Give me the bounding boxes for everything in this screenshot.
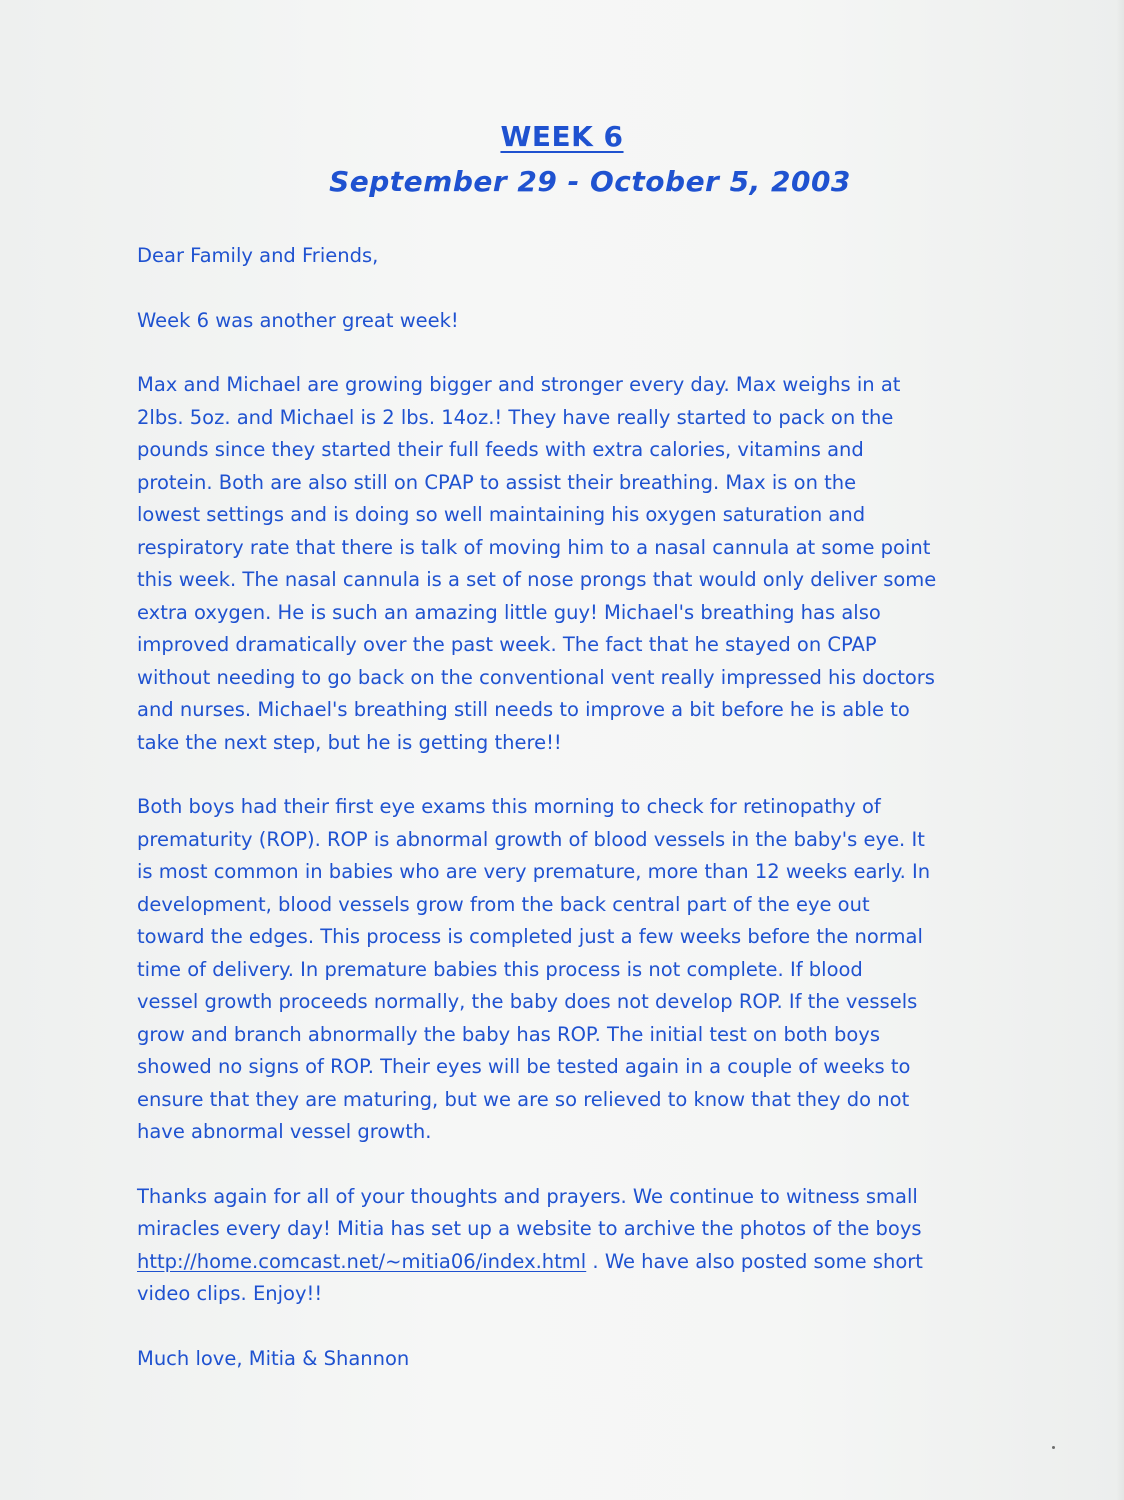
- paragraph-line: vessel growth proceeds normally, the baby does not develop ROP. If the vessels: [137, 990, 918, 1013]
- page-edge-shadow: [1116, 0, 1124, 1500]
- letter-body: [137, 240, 1037, 1407]
- paragraph-line: showed no signs of ROP. Their eyes will be tested again in a couple of weeks to: [137, 1055, 911, 1078]
- paragraph-line: is most common in babies who are very premature, more than 12 weeks early. In: [137, 860, 931, 883]
- paragraph-line: pounds since they started their full feeds with extra calories, vitamins and: [137, 438, 864, 461]
- paragraph-line: and nurses. Michael's breathing still needs to improve a bit before he is able to: [137, 698, 910, 721]
- paragraph-line-with-link: [137, 1246, 1037, 1279]
- paragraph-line: Max and Michael are growing bigger and stronger every day. Max weighs in at: [137, 373, 901, 396]
- paragraph-line: Both boys had their first eye exams this morning to check for retinopathy of: [137, 795, 881, 818]
- paragraph-line: ensure that they are maturing, but we are so relieved to know that they do not: [137, 1087, 910, 1111]
- paragraph-line: time of delivery. In premature babies this process is not complete. If blood: [137, 957, 863, 981]
- paragraph-line: miracles every day! Mitia has set up a website to archive the photos of the boys: [137, 1217, 922, 1240]
- greeting: Dear Family and Friends,: [137, 244, 379, 267]
- paragraph-line: take the next step, but he is getting there!!: [137, 730, 562, 754]
- website-link[interactable]: http://home.comcast.net/~mitia06/index.html: [137, 1249, 587, 1273]
- paragraph-line-tail: . We have also posted some short: [586, 1249, 923, 1273]
- paragraph-line: toward the edges. This process is completed just a few weeks before the normal: [137, 925, 923, 948]
- paragraph-line: lowest settings and is doing so well maintaining his oxygen saturation and: [137, 503, 866, 526]
- intro-line: Week 6 was another great week!: [137, 308, 459, 332]
- paragraph-line: respiratory rate that there is talk of moving him to a nasal cannula at some point: [137, 535, 931, 559]
- paragraph-line: development, blood vessels grow from the back central part of the eye out: [137, 892, 870, 916]
- paper-speck: [1052, 1446, 1055, 1449]
- paragraph-line: improved dramatically over the past week. The fact that he stayed on CPAP: [137, 633, 877, 656]
- letter-title: WEEK 6: [500, 120, 624, 153]
- paragraph-line: Thanks again for all of your thoughts and prayers. We continue to witness small: [137, 1184, 918, 1208]
- paragraph-line: have abnormal vessel growth.: [137, 1120, 432, 1143]
- paragraph-growth-update: [137, 369, 1037, 759]
- paragraph-thanks: [137, 1181, 1037, 1311]
- letter-date-range: September 29 - October 5, 2003: [329, 165, 851, 198]
- paragraph-line: protein. Both are also still on CPAP to assist their breathing. Max is on the: [137, 470, 857, 494]
- paragraph-line: grow and branch abnormally the baby has ROP. The initial test on both boys: [137, 1022, 880, 1046]
- paragraph-line: without needing to go back on the conventional vent really impressed his doctors: [137, 665, 935, 689]
- paragraph-line: 2lbs. 5oz. and Michael is 2 lbs. 14oz.! They have really started to pack on the: [137, 405, 894, 429]
- paragraph-line: this week. The nasal cannula is a set of nose prongs that would only deliver some: [137, 568, 937, 591]
- paragraph-line: extra oxygen. He is such an amazing little guy! Michael's breathing has also: [137, 600, 881, 624]
- paragraph-eye-exams: [137, 791, 1037, 1149]
- paragraph-line: prematurity (ROP). ROP is abnormal growth of blood vessels in the baby's eye. It: [137, 827, 925, 851]
- closing-signature: Much love, Mitia & Shannon: [137, 1346, 410, 1370]
- paragraph-line: video clips. Enjoy!!: [137, 1282, 323, 1305]
